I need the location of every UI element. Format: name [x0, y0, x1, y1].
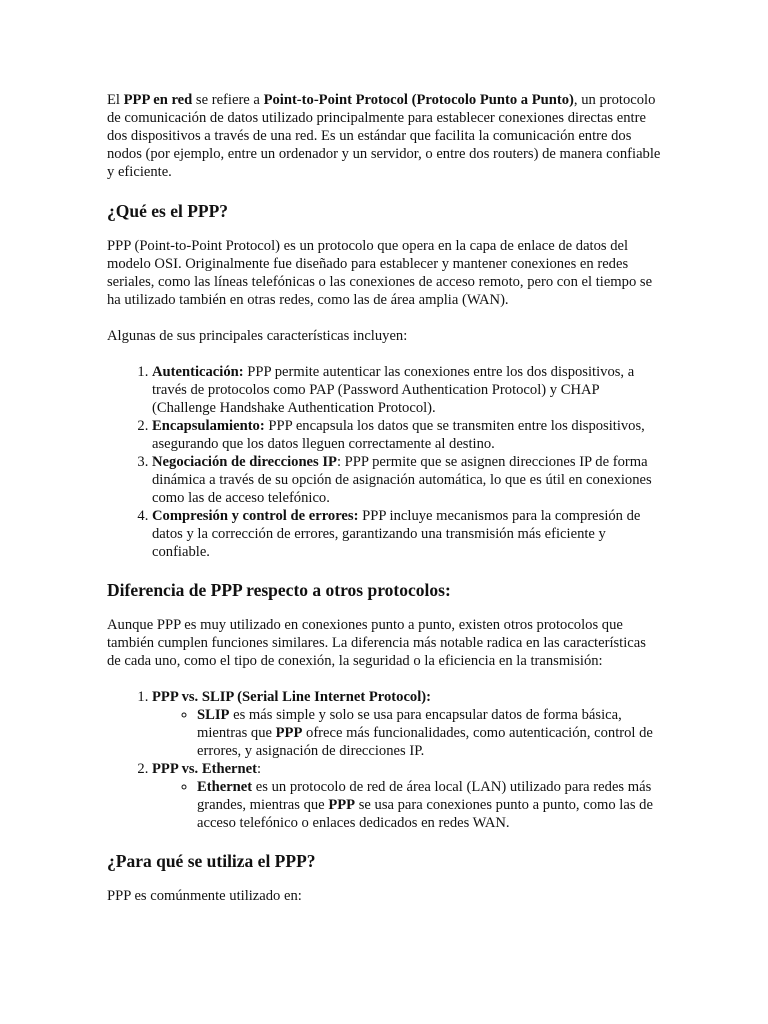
- list-item: 3. Negociación de direcciones IP: PPP permite que se asignen direcciones IP de forma dinámica a través de su opción de asignación automática, lo que es útil en conexiones como las de acceso telefónico.: [152, 453, 663, 507]
- section1-lead: Algunas de sus principales características incluyen:: [107, 328, 408, 344]
- section2-paragraph: Aunque PPP es muy utilizado en conexiones punto a punto, existen otros protocolos que también cumplen funciones similares. La diferencia más notable radica en las características de cada uno, como el tipo de conexión, la seguridad o la eficiencia en la transmisión:: [107, 617, 646, 669]
- list-item: 2. PPP vs. Ethernet: ◦ Ethernet es un protocolo de red de área local (LAN) utilizado para redes más grandes, mientras que PPP se usa para conexiones punto a punto, como las de acceso telefónico o enlaces dedicados en redes WAN.: [152, 760, 663, 832]
- intro-term-protocol: Point-to-Point Protocol (Protocolo Punto a Punto): [263, 92, 574, 108]
- intro-paragraph: El PPP en red se refiere a Point-to-Point Protocol (Protocolo Punto a Punto), un protocolo de comunicación de datos utilizado principalmente para establecer conexiones directas entre dos dispositivos a través de una red. Es un estándar que facilita la comunicación entre dos nodos (por ejemplo, entre un ordenador y un servidor, o entre dos routers) de manera confiable y eficiente.: [107, 92, 661, 180]
- characteristics-list: [107, 363, 663, 561]
- sub-list-item: ◦ SLIP es más simple y solo se usa para encapsular datos de forma básica, mientras que PPP ofrece más funcionalidades, como autenticación, control de errores, y asignación de direcciones IP.: [197, 706, 663, 760]
- list-item: 4. Compresión y control de errores: PPP incluye mecanismos para la compresión de datos y la corrección de errores, garantizando una transmisión más eficiente y confiable.: [152, 507, 663, 561]
- list-item: 1. PPP vs. SLIP (Serial Line Internet Protocol): ◦ SLIP es más simple y solo se usa para encapsular datos de forma básica, mientras que PPP ofrece más funcionalidades, como autenticación, control de errores, y asignación de direcciones IP.: [152, 688, 663, 760]
- list-item: 2. Encapsulamiento: PPP encapsula los datos que se transmiten entre los dispositivos, asegurando que los datos lleguen correctamente al destino.: [152, 417, 663, 453]
- sub-list: [152, 778, 663, 832]
- comparison-list: [107, 688, 663, 832]
- section3-paragraph: PPP es comúnmente utilizado en:: [107, 888, 302, 904]
- intro-term-ppp: PPP en red: [123, 92, 193, 108]
- list-item: 1. Autenticación: PPP permite autenticar las conexiones entre los dos dispositivos, a través de protocolos como PAP (Password Authentication Protocol) y CHAP (Challenge Handshake Authentication Protocol).: [152, 363, 663, 417]
- heading-para-que: ¿Para qué se utiliza el PPP?: [107, 851, 316, 871]
- heading-que-es-ppp: ¿Qué es el PPP?: [107, 201, 229, 221]
- sub-list: [152, 706, 663, 760]
- sub-list-item: ◦ Ethernet es un protocolo de red de área local (LAN) utilizado para redes más grandes, mientras que PPP se usa para conexiones punto a punto, como las de acceso telefónico o enlaces dedicados en redes WAN.: [197, 778, 663, 832]
- section1-paragraph: PPP (Point-to-Point Protocol) es un protocolo que opera en la capa de enlace de datos del modelo OSI. Originalmente fue diseñado para establecer y mantener conexiones en redes seriales, como las líneas telefónicas o las conexiones de acceso remoto, pero con el tiempo se ha utilizado también en otras redes, como las de área amplia (WAN).: [107, 238, 653, 308]
- heading-diferencia: Diferencia de PPP respecto a otros protocolos:: [107, 580, 451, 600]
